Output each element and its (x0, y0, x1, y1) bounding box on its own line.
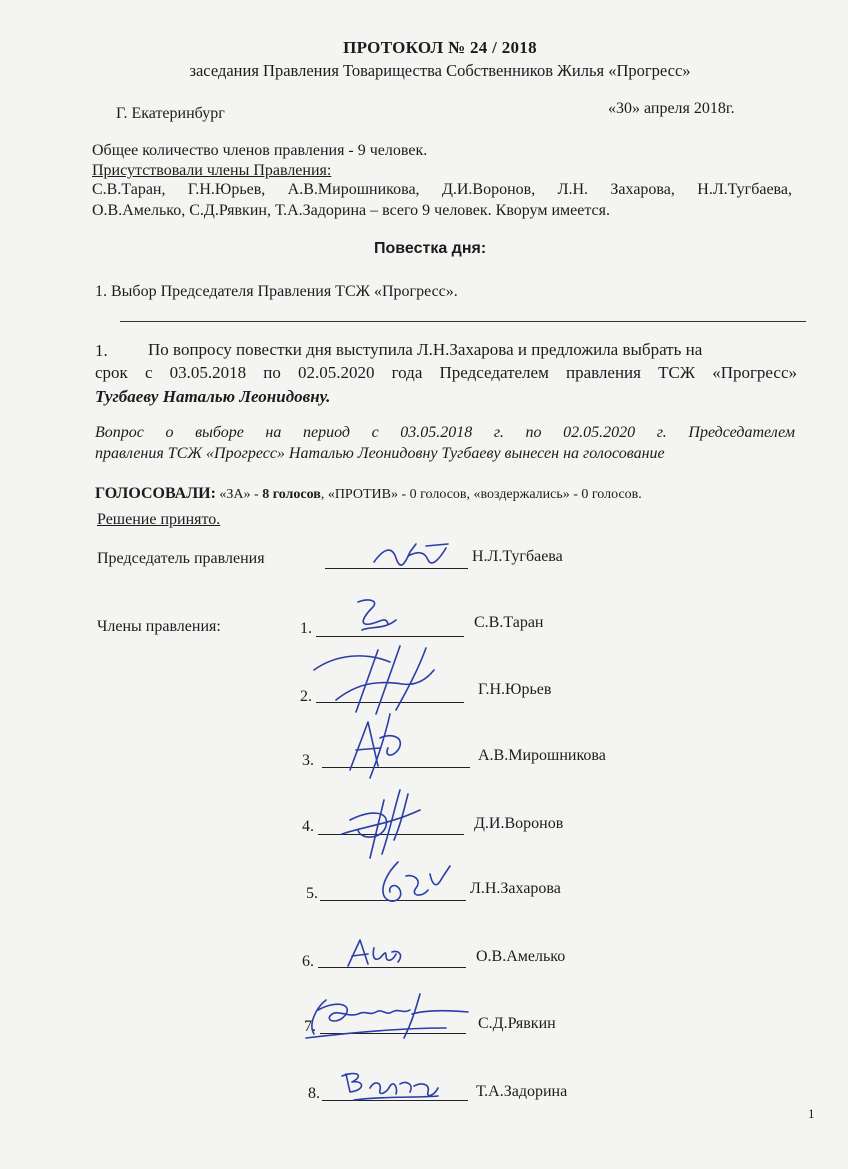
member-3-signature (340, 708, 420, 784)
member-7-number: 7. (304, 1018, 316, 1035)
agenda-heading: Повестка дня: (374, 240, 487, 257)
members-label: Члены правления: (97, 618, 221, 635)
member-8-name: Т.А.Задорина (476, 1083, 568, 1100)
member-3-name: А.В.Мирошникова (478, 747, 606, 764)
member-8-number: 8. (308, 1085, 320, 1102)
present-label: Присутствовали члены Правления: (92, 162, 332, 179)
document-title: ПРОТОКОЛ № 24 / 2018 (343, 38, 537, 57)
chair-label: Председатель правления (97, 550, 265, 567)
question-line2: правления ТСЖ «Прогресс» Наталью Леонидовну Тугбаеву вынесен на голосование (95, 445, 665, 462)
member-7-signature (296, 988, 476, 1050)
separator-line (120, 321, 806, 322)
vote-za-label: «ЗА» - (215, 487, 263, 502)
chair-signature (370, 538, 460, 572)
page-number: 1 (808, 1106, 815, 1121)
member-2-number: 2. (300, 688, 312, 705)
member-4-name: Д.И.Воронов (474, 815, 564, 832)
document-subtitle: заседания Правления Товарищества Собственников Жилья «Прогресс» (189, 61, 691, 80)
vote-label: ГОЛОСОВАЛИ: (95, 485, 216, 502)
chair-name: Н.Л.Тугбаева (472, 548, 563, 565)
members-total: Общее количество членов правления - 9 человек. (92, 142, 428, 159)
member-6-signature (342, 934, 412, 972)
member-2-name: Г.Н.Юрьев (478, 681, 552, 698)
discussion-line1: По вопросу повестки дня выступила Л.Н.Захарова и предложила выбрать на (148, 340, 703, 359)
present-list-line1: С.В.Таран, Г.Н.Юрьев, А.В.Мирошникова, Д.И.Воронов, Л.Н. Захарова, Н.Л.Тугбаева, (92, 181, 792, 198)
member-1-number: 1. (300, 620, 312, 637)
member-5-number: 5. (306, 885, 318, 902)
question-line1: Вопрос о выборе на период с 03.05.2018 г. по 02.05.2020 г. Председателем (95, 424, 795, 441)
discussion-line2: срок с 03.05.2018 по 02.05.2020 года Председателем правления ТСЖ «Прогресс» (95, 363, 797, 382)
document-date: «30» апреля 2018г. (608, 100, 735, 117)
decision: Решение принято. (97, 511, 221, 528)
agenda-item-1: 1. Выбор Председателя Правления ТСЖ «Прогресс». (95, 283, 458, 300)
member-6-number: 6. (302, 953, 314, 970)
member-4-signature (330, 780, 430, 866)
member-1-signature (350, 596, 410, 638)
member-3-number: 3. (302, 752, 314, 769)
city: Г. Екатеринбург (116, 105, 225, 122)
member-7-name: С.Д.Рявкин (478, 1015, 556, 1032)
member-4-number: 4. (302, 818, 314, 835)
member-8-signature (334, 1066, 444, 1106)
present-list-line2: О.В.Амелько, С.Д.Рявкин, Т.А.Задорина – всего 9 человек. Кворум имеется. (92, 202, 610, 219)
vote-result (95, 485, 642, 503)
vote-za-count: 8 голосов (262, 487, 321, 502)
member-6-name: О.В.Амелько (476, 948, 566, 965)
member-1-name: С.В.Таран (474, 614, 544, 631)
candidate-name: Тугбаеву Наталью Леонидовну. (95, 387, 331, 406)
member-5-signature (370, 856, 460, 908)
discussion-number: 1. (95, 341, 108, 360)
member-5-name: Л.Н.Захарова (470, 880, 561, 897)
vote-rest: , «ПРОТИВ» - 0 голосов, «воздержались» - 0 голосов. (320, 487, 642, 502)
